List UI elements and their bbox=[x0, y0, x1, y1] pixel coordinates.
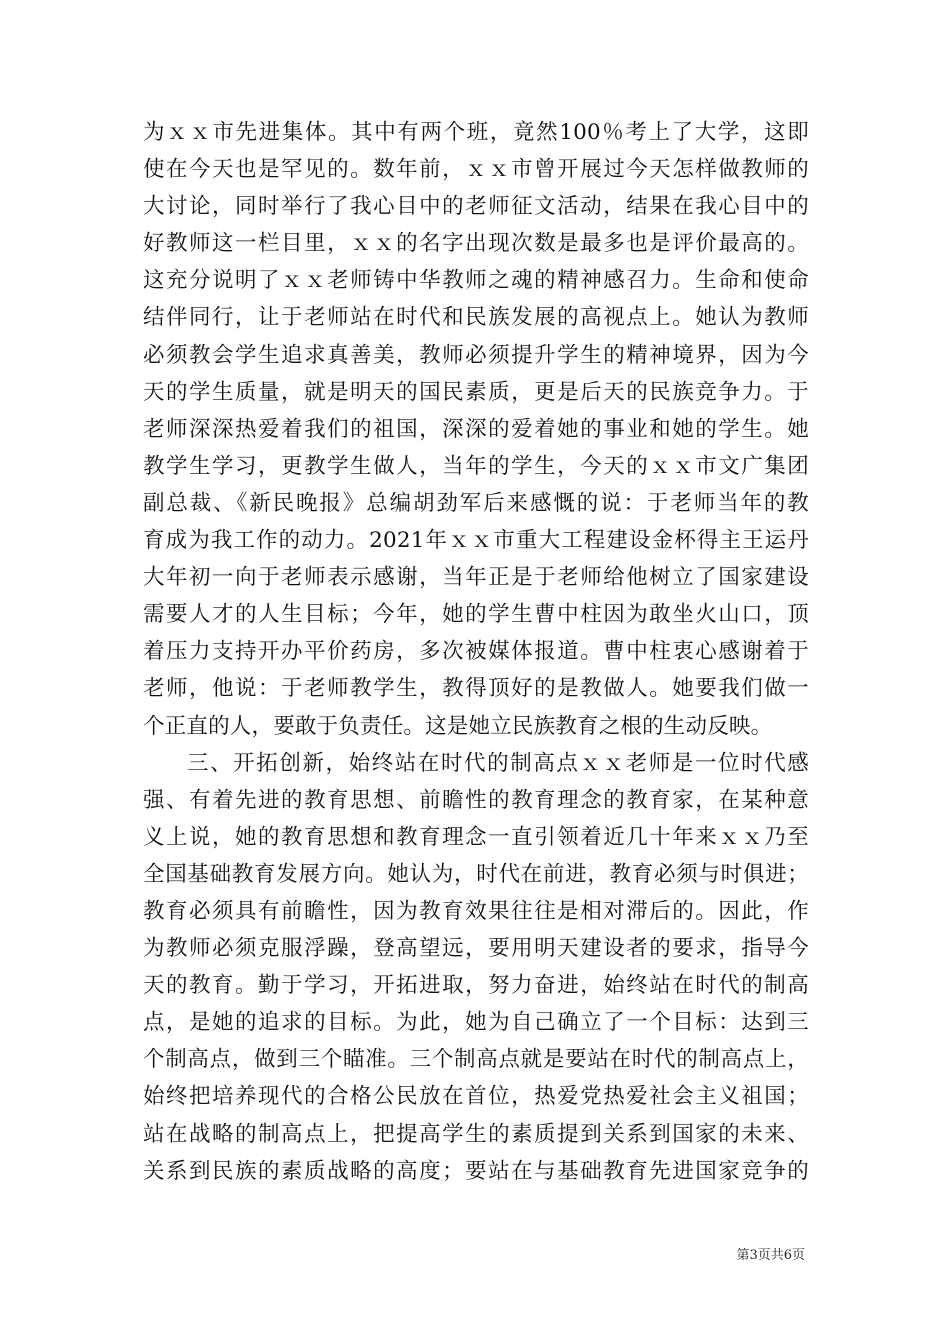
paragraph-1-line: 为ｘｘ市先进集体。其中有两个班，竟然100％考上了大学，这即 bbox=[143, 120, 809, 145]
paragraph-1-line: 这充分说明了ｘｘ老师铸中华教师之魂的精神感召力。生命和使命 bbox=[143, 268, 809, 294]
paragraph-1-line: 教学生学习，更教学生做人，当年的学生，今天的ｘｘ市文广集团 bbox=[143, 453, 809, 479]
paragraph-1-line: 大讨论，同时举行了我心目中的老师征文活动，结果在我心目中的 bbox=[143, 194, 809, 220]
paragraph-2-line: 始终把培养现代的合格公民放在首位，热爱党热爱社会主义祖国； bbox=[143, 1084, 809, 1110]
paragraph-2-line: 关系到民族的素质战略的高度；要站在与基础教育先进国家竞争的 bbox=[143, 1158, 809, 1184]
paragraph-2-line: 三、开拓创新，始终站在时代的制高点ｘｘ老师是一位时代感 bbox=[187, 750, 809, 776]
body-text bbox=[143, 114, 809, 1190]
paragraph-1-line: 好教师这一栏目里，ｘｘ的名字出现次数是最多也是评价最高的。 bbox=[143, 231, 809, 257]
paragraph-1-line: 个正直的人，要敢于负责任。这是她立民族教育之根的生动反映。 bbox=[143, 713, 773, 739]
paragraph-2-line: 义上说，她的教育思想和教育理念一直引领着近几十年来ｘｘ乃至 bbox=[143, 824, 809, 850]
paragraph-1-line: 副总裁、《新民晚报》总编胡劲军后来感慨的说：于老师当年的教 bbox=[143, 490, 809, 516]
paragraph-1-line: 必须教会学生追求真善美，教师必须提升学生的精神境界，因为今 bbox=[143, 342, 809, 368]
paragraph-2-line: 强、有着先进的教育思想、前瞻性的教育理念的教育家，在某种意 bbox=[143, 787, 809, 813]
paragraph-2-line: 点，是她的追求的目标。为此，她为自己确立了一个目标：达到三 bbox=[143, 1010, 809, 1036]
paragraph-2-line: 天的教育。勤于学习，开拓进取，努力奋进，始终站在时代的制高 bbox=[143, 973, 809, 999]
paragraph-2-line: 教育必须具有前瞻性，因为教育效果往往是相对滞后的。因此，作 bbox=[143, 898, 809, 924]
paragraph-2-line: 为教师必须克服浮躁，登高望远，要用明天建设者的要求，指导今 bbox=[143, 936, 809, 962]
paragraph-1-line: 结伴同行，让于老师站在时代和民族发展的高视点上。她认为教师 bbox=[143, 305, 809, 331]
page-number-label: 第3页共6页 bbox=[736, 1248, 805, 1263]
paragraph-1-line: 着压力支持开办平价药房，多次被媒体报道。曹中柱衷心感谢着于 bbox=[143, 639, 809, 665]
paragraph-1-line: 育成为我工作的动力。2021年ｘｘ市重大工程建设金杯得主王运丹 bbox=[143, 528, 809, 554]
paragraph-2-line: 个制高点，做到三个瞄准。三个制高点就是要站在时代的制高点上， bbox=[143, 1047, 809, 1073]
page-footer bbox=[736, 1247, 805, 1265]
paragraph-1-line: 需要人才的人生目标；今年，她的学生曹中柱因为敢坐火山口，顶 bbox=[143, 602, 809, 628]
paragraph-1-line: 大年初一向于老师表示感谢，当年正是于老师给他树立了国家建设 bbox=[143, 565, 809, 591]
paragraph-2-line: 全国基础教育发展方向。她认为，时代在前进，教育必须与时俱进； bbox=[143, 861, 809, 887]
paragraph-1-line: 使在今天也是罕见的。数年前，ｘｘ市曾开展过今天怎样做教师的 bbox=[143, 157, 809, 183]
paragraph-2-line: 站在战略的制高点上，把提高学生的素质提到关系到国家的未来、 bbox=[143, 1121, 809, 1147]
paragraph-1-line: 老师，他说：于老师教学生，教得顶好的是教做人。她要我们做一 bbox=[143, 676, 809, 702]
paragraph-1-line: 天的学生质量，就是明天的国民素质，更是后天的民族竞争力。于 bbox=[143, 379, 809, 405]
paragraph-1-line: 老师深深热爱着我们的祖国，深深的爱着她的事业和她的学生。她 bbox=[143, 416, 809, 442]
